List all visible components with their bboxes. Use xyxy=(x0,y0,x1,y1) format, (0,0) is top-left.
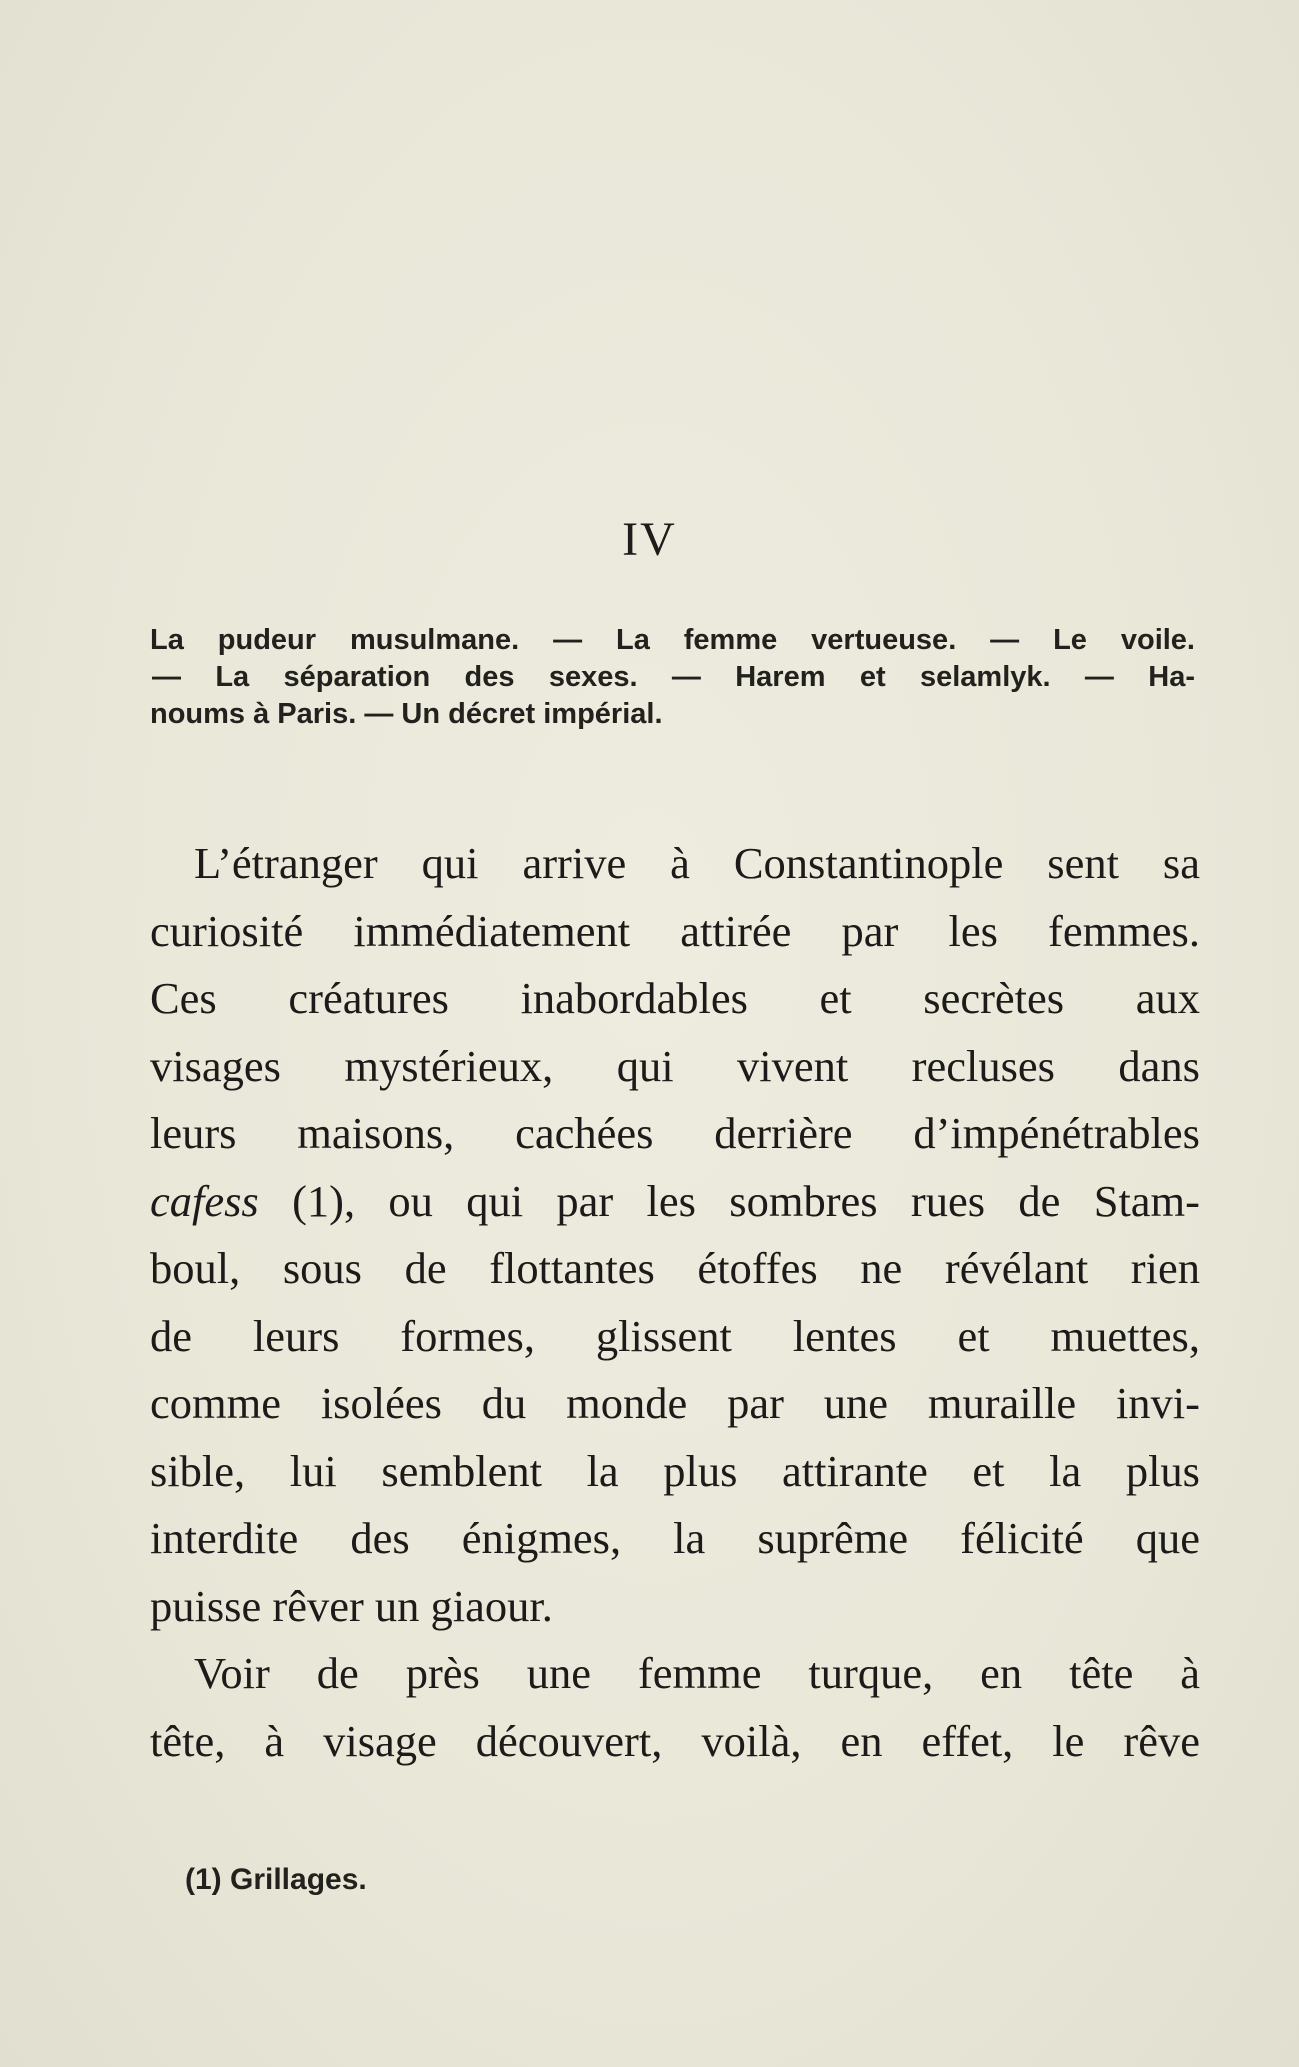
text-line: L’étranger qui arrive à Constantinople sent sa xyxy=(194,838,1200,888)
text-line: comme isolées du monde par une muraille invi- xyxy=(150,1378,1200,1428)
text-line: Ces créatures inabordables et secrètes aux xyxy=(150,973,1200,1023)
text-line: sible, lui semblent la plus attirante et la plus xyxy=(150,1445,1200,1496)
text-line: puisse rêver un giaour. xyxy=(150,1580,553,1631)
footnote: (1) Grillages. xyxy=(185,1863,367,1896)
text-line: interdite des énigmes, la suprême félicité que xyxy=(150,1513,1200,1563)
summary-line: — La séparation des sexes. — Harem et selamlyk. — Ha- xyxy=(152,661,1195,693)
chapter-number: IV xyxy=(622,513,677,566)
text-line: de leurs formes, glissent lentes et muettes, xyxy=(150,1310,1200,1361)
body-text xyxy=(150,830,1200,1775)
text-line: tête, à visage découvert, voilà, en effet, le rêve xyxy=(150,1715,1200,1766)
summary-line: La pudeur musulmane. — La femme vertueuse. — Le voile. xyxy=(150,624,1195,656)
text-line: Voir de près une femme turque, en tête à xyxy=(194,1648,1200,1698)
text-line: curiosité immédiatement attirée par les femmes. xyxy=(150,905,1200,956)
text-line: visages mystérieux, qui vivent recluses dans xyxy=(150,1040,1200,1091)
text-line: leurs maisons, cachées derrière d’impénétrables xyxy=(150,1108,1200,1158)
summary-line: noums à Paris. — Un décret impérial. xyxy=(150,698,663,730)
text-line-rest: (1), ou qui par les sombres rues de Stam- xyxy=(258,1175,1200,1226)
chapter-summary xyxy=(150,622,1195,733)
text-line: boul, sous de flottantes étoffes ne révélant rien xyxy=(150,1243,1200,1293)
text-line xyxy=(150,1168,1200,1236)
italic-word: cafess xyxy=(150,1175,259,1226)
